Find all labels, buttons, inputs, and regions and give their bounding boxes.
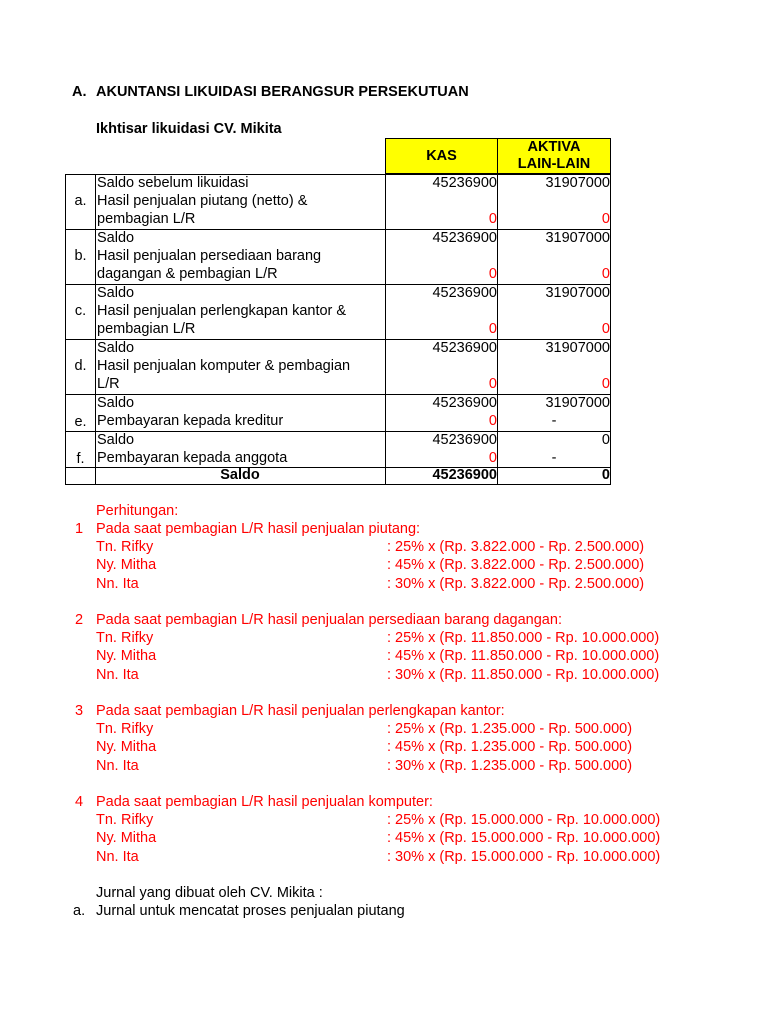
row-description: Hasil penjualan perlengkapan kantor & [97, 303, 347, 320]
row-description: Saldo [97, 340, 135, 356]
row-description: Hasil penjualan persediaan barang [97, 248, 322, 265]
section-marker: A. [72, 84, 87, 100]
partner-name: Ny. Mitha [96, 557, 157, 574]
partner-name: Nn. Ita [96, 757, 139, 774]
aktiva-saldo-value: 31907000 [545, 340, 610, 356]
row-description: Saldo [97, 395, 135, 411]
row-description: pembagian L/R [97, 321, 196, 338]
row-description: pembagian L/R [97, 211, 196, 228]
aktiva-change-value: - [551, 450, 557, 467]
kas-change-value: 0 [488, 321, 497, 338]
row-description: Saldo [97, 285, 135, 301]
section-number: 2 [75, 612, 84, 628]
partner-name: Nn. Ita [96, 575, 139, 592]
page-title: AKUNTANSI LIKUIDASI BERANGSUR PERSEKUTUAN [96, 84, 469, 100]
section-title: Pada saat pembagian L/R hasil penjualan perlengkapan kantor: [96, 703, 505, 719]
partner-name: Ny. Mitha [96, 648, 157, 665]
kas-change-value: 0 [488, 450, 497, 467]
table-subtitle: Ikhtisar likuidasi CV. Mikita [96, 121, 282, 137]
partner-calculation: : 30% x (Rp. 11.850.000 - Rp. 10.000.000) [387, 666, 660, 683]
partner-name: Ny. Mitha [96, 830, 157, 847]
partner-calculation: : 25% x (Rp. 15.000.000 - Rp. 10.000.000) [387, 812, 661, 829]
aktiva-saldo-value: 31907000 [545, 285, 610, 301]
partner-name: Tn. Rifky [96, 721, 154, 738]
jurnal-item-text: Jurnal untuk mencatat proses penjualan piutang [96, 903, 405, 920]
partner-name: Tn. Rifky [96, 812, 154, 829]
partner-calculation: : 45% x (Rp. 11.850.000 - Rp. 10.000.000) [387, 648, 660, 665]
aktiva-change-value: 0 [601, 376, 610, 393]
partner-calculation: : 25% x (Rp. 11.850.000 - Rp. 10.000.000) [387, 630, 660, 647]
header-aktiva-line2: LAIN-LAIN [517, 156, 591, 172]
kas-saldo-value: 45236900 [432, 285, 497, 301]
kas-saldo-value: 45236900 [432, 432, 497, 448]
row-description: Hasil penjualan piutang (netto) & [97, 193, 308, 210]
kas-change-value: 0 [488, 211, 497, 228]
partner-calculation: : 45% x (Rp. 15.000.000 - Rp. 10.000.000) [387, 830, 661, 847]
partner-calculation: : 30% x (Rp. 15.000.000 - Rp. 10.000.000) [387, 848, 661, 865]
row-letter: b. [74, 248, 87, 264]
partner-calculation: : 45% x (Rp. 1.235.000 - Rp. 500.000) [387, 739, 633, 756]
kas-saldo-value: 45236900 [432, 340, 497, 356]
row-description: Pembayaran kepada kreditur [97, 413, 284, 430]
kas-saldo-value: 45236900 [432, 230, 497, 246]
aktiva-saldo-value: 0 [601, 432, 610, 448]
section-title: Pada saat pembagian L/R hasil penjualan komputer: [96, 794, 433, 810]
row-letter: d. [74, 358, 87, 374]
partner-name: Tn. Rifky [96, 630, 154, 647]
partner-name: Ny. Mitha [96, 739, 157, 756]
partner-calculation: : 45% x (Rp. 3.822.000 - Rp. 2.500.000) [387, 557, 645, 574]
kas-change-value: 0 [488, 413, 497, 430]
row-description: dagangan & pembagian L/R [97, 266, 278, 283]
section-title: Pada saat pembagian L/R hasil penjualan persediaan barang dagangan: [96, 612, 562, 628]
partner-calculation: : 25% x (Rp. 1.235.000 - Rp. 500.000) [387, 721, 633, 738]
partner-calculation: : 30% x (Rp. 1.235.000 - Rp. 500.000) [387, 757, 633, 774]
header-kas-label: KAS [426, 147, 457, 164]
row-letter: a. [74, 193, 87, 209]
perhitungan-title: Perhitungan: [96, 503, 179, 519]
total-aktiva-value: 0 [601, 467, 610, 483]
kas-saldo-value: 45236900 [432, 175, 497, 191]
aktiva-change-value: 0 [601, 266, 610, 283]
kas-change-value: 0 [488, 266, 497, 283]
aktiva-change-value: - [551, 413, 557, 430]
partner-calculation: : 30% x (Rp. 3.822.000 - Rp. 2.500.000) [387, 575, 645, 592]
aktiva-change-value: 0 [601, 211, 610, 228]
row-letter: e. [74, 414, 87, 430]
row-description: Saldo [97, 230, 135, 246]
partner-name: Tn. Rifky [96, 539, 154, 556]
aktiva-saldo-value: 31907000 [545, 395, 610, 411]
row-description: Pembayaran kepada anggota [97, 450, 288, 467]
row-letter: c. [74, 303, 87, 319]
partner-name: Nn. Ita [96, 848, 139, 865]
row-letter: f. [76, 451, 85, 467]
total-kas-value: 45236900 [432, 467, 497, 483]
partner-name: Nn. Ita [96, 666, 139, 683]
jurnal-title: Jurnal yang dibuat oleh CV. Mikita : [96, 885, 323, 901]
aktiva-saldo-value: 31907000 [545, 230, 610, 246]
aktiva-change-value: 0 [601, 321, 610, 338]
kas-saldo-value: 45236900 [432, 395, 497, 411]
jurnal-item-marker: a. [73, 903, 86, 920]
total-label: Saldo [220, 467, 260, 483]
row-description: L/R [97, 376, 120, 393]
row-description: Saldo sebelum likuidasi [97, 175, 249, 191]
section-title: Pada saat pembagian L/R hasil penjualan piutang: [96, 521, 421, 537]
aktiva-saldo-value: 31907000 [545, 175, 610, 191]
header-aktiva-line1: AKTIVA [527, 139, 581, 155]
kas-change-value: 0 [488, 376, 497, 393]
partner-calculation: : 25% x (Rp. 3.822.000 - Rp. 2.500.000) [387, 539, 645, 556]
section-number: 4 [75, 794, 84, 810]
row-description: Saldo [97, 432, 135, 448]
section-number: 3 [75, 703, 84, 719]
row-description: Hasil penjualan komputer & pembagian [97, 358, 351, 375]
section-number: 1 [75, 521, 84, 537]
